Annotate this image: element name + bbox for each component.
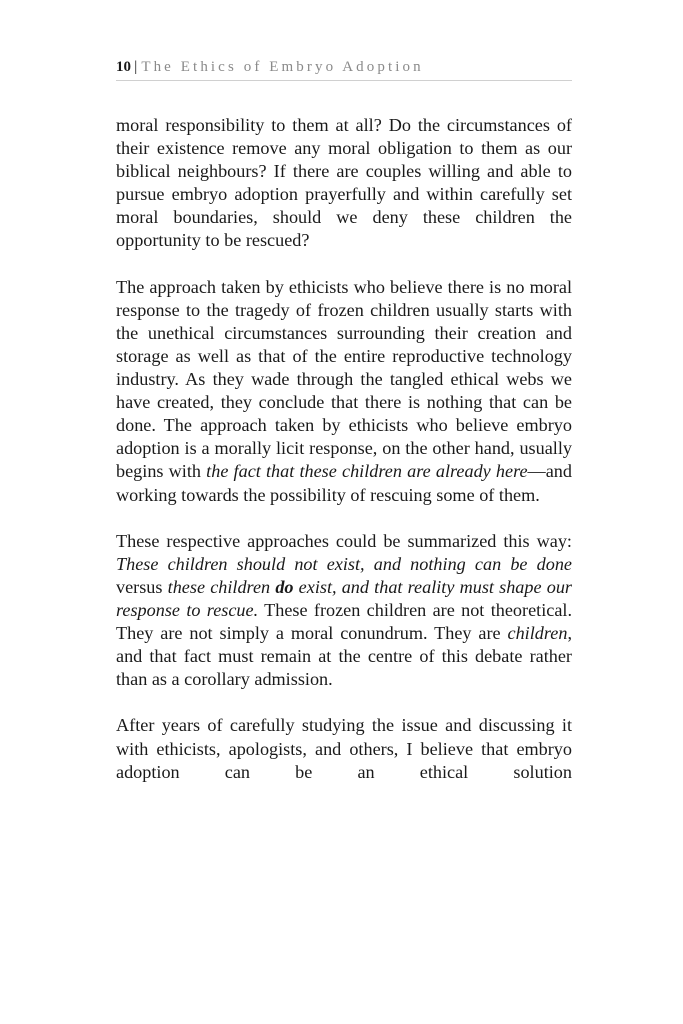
- paragraph-3-bold-italic: do: [275, 576, 294, 597]
- paragraph-3-italic-4: children: [507, 623, 568, 644]
- paragraph-3-italic-1: These children should not exist, and nothing can be done: [116, 553, 572, 574]
- paragraph-2: [116, 276, 572, 507]
- paragraph-3-italic-3: exist, and that reality must shape our response to rescue.: [116, 576, 572, 620]
- paragraph-3-text-after: , and that fact must remain at the centre of this debate rather than as a corollary admission.: [116, 623, 572, 690]
- paragraph-3-middle: versus: [116, 576, 168, 597]
- paragraph-3: [116, 530, 572, 692]
- paragraph-2-italic: the fact that these children are already here: [206, 461, 528, 482]
- paragraph-3-text-before: These respective approaches could be summarized this way:: [116, 530, 572, 551]
- paragraph-3-italic-2: these children: [167, 576, 276, 597]
- running-header: [116, 56, 572, 81]
- header-separator: |: [134, 59, 138, 75]
- paragraph-3-text-mid: These frozen children are not theoretical. They are not simply a moral conundrum. They are: [116, 599, 572, 644]
- running-title: The Ethics of Embryo Adoption: [141, 59, 424, 75]
- paragraph-2-text-before: The approach taken by ethicists who believe there is no moral response to the tragedy of frozen children usually starts with the unethical circumstances surrounding their creation and storage as well as that of the entire reproductive technology industry. As they wade through the tangled ethical webs we have created, they conclude that there is nothing that can be done. The approach taken by ethicists who believe embryo adoption is a morally licit response, on the other hand, usually begins with: [116, 276, 572, 482]
- body-text: [116, 114, 572, 807]
- page-number: 10: [116, 59, 131, 75]
- paragraph-1: moral responsibility to them at all? Do the circumstances of their existence remove any moral obligation to them as our biblical neighbours? If there are couples willing and able to pursue embryo adoption prayerfully and within carefully set moral boundaries, should we deny these children the opportunity to be rescued?: [116, 115, 572, 251]
- paragraph-2-text-after: —and working towards the possibility of rescuing some of them.: [116, 461, 572, 505]
- paragraph-4: After years of carefully studying the issue and discussing it with ethicists, apologists, and others, I believe that embryo adoption can be an ethical solution: [116, 715, 572, 782]
